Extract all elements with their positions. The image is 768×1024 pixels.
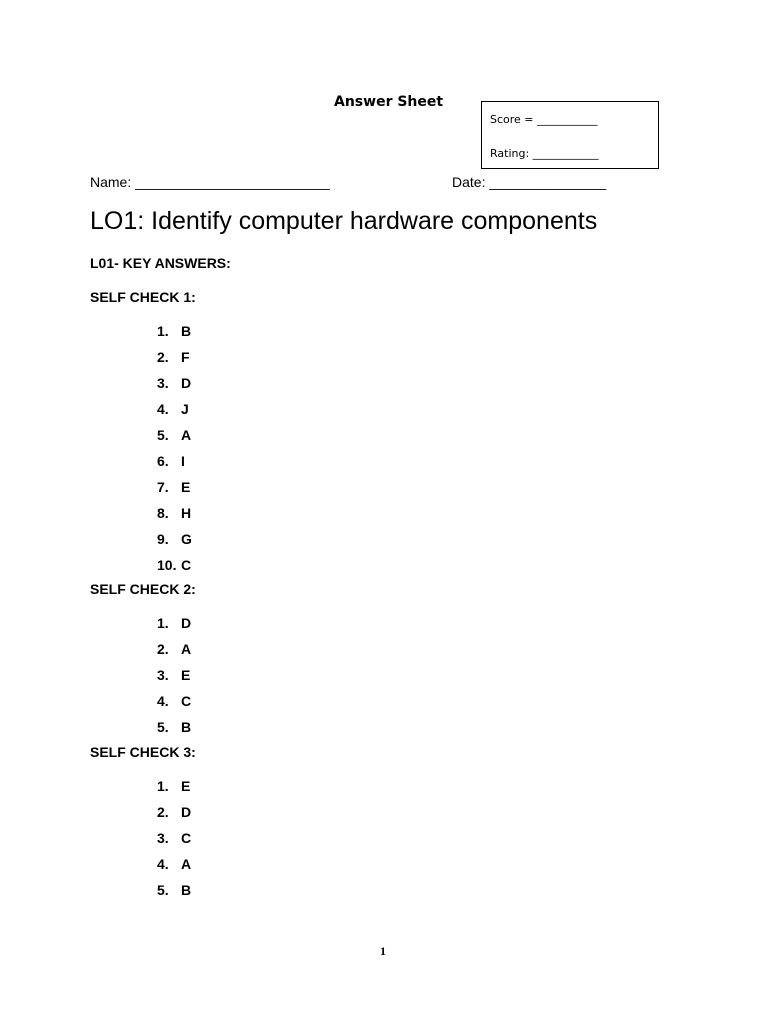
list-item [157, 453, 192, 479]
answer-value: E [181, 778, 191, 794]
list-item [157, 719, 191, 745]
list-item [157, 427, 192, 453]
list-item [157, 401, 192, 427]
answer-number: 1. [157, 615, 169, 631]
self-check-2-heading: SELF CHECK 2: [90, 581, 196, 597]
list-item [157, 667, 191, 693]
answer-number: 3. [157, 830, 169, 846]
list-item [157, 557, 192, 583]
answer-number: 5. [157, 719, 169, 735]
answer-value: B [181, 323, 192, 339]
answer-value: D [181, 804, 192, 820]
answer-number: 5. [157, 427, 169, 443]
answer-number: 10. [157, 557, 177, 573]
answer-sheet-title: Answer Sheet [334, 94, 444, 110]
answer-value: A [181, 427, 192, 443]
answer-value: F [181, 349, 190, 365]
answer-number: 3. [157, 667, 169, 683]
score-box [481, 101, 659, 169]
list-item [157, 615, 191, 641]
answer-number: 1. [157, 778, 169, 794]
score-field: Score = ___________ [490, 113, 598, 126]
answer-number: 2. [157, 349, 169, 365]
answer-number: 2. [157, 804, 169, 820]
answer-number: 6. [157, 453, 169, 469]
answer-value: G [181, 531, 192, 547]
answer-value: C [181, 557, 192, 573]
list-item [157, 349, 192, 375]
list-item [157, 531, 192, 557]
answer-number: 3. [157, 375, 169, 391]
answer-number: 7. [157, 479, 169, 495]
answer-value: I [181, 453, 185, 469]
answer-number: 9. [157, 531, 169, 547]
list-item [157, 641, 191, 667]
self-check-3-list [157, 778, 191, 908]
answer-number: 4. [157, 401, 169, 417]
name-field: Name: _________________________ [90, 174, 330, 190]
list-item [157, 505, 192, 531]
answer-value: C [181, 830, 192, 846]
self-check-2-list [157, 615, 191, 745]
page-title: LO1: Identify computer hardware components [90, 207, 598, 235]
answer-value: C [181, 693, 192, 709]
list-item [157, 375, 192, 401]
key-answers-heading: L01- KEY ANSWERS: [90, 255, 231, 271]
page-number: 1 [380, 944, 386, 958]
date-field: Date: _______________ [452, 174, 607, 190]
answer-value: E [181, 667, 191, 683]
self-check-3-heading: SELF CHECK 3: [90, 744, 196, 760]
answer-number: 8. [157, 505, 169, 521]
answer-value: E [181, 479, 191, 495]
answer-number: 4. [157, 693, 169, 709]
answer-number: 4. [157, 856, 169, 872]
list-item [157, 856, 191, 882]
list-item [157, 882, 191, 908]
answer-value: B [181, 882, 192, 898]
rating-field: Rating: ____________ [490, 147, 599, 160]
answer-number: 5. [157, 882, 169, 898]
self-check-1-heading: SELF CHECK 1: [90, 289, 196, 305]
list-item [157, 804, 191, 830]
self-check-1-list [157, 323, 192, 583]
list-item [157, 323, 192, 349]
list-item [157, 479, 192, 505]
answer-value: D [181, 615, 192, 631]
answer-number: 2. [157, 641, 169, 657]
list-item [157, 693, 191, 719]
answer-number: 1. [157, 323, 169, 339]
list-item [157, 778, 191, 804]
list-item [157, 830, 191, 856]
answer-value: A [181, 856, 192, 872]
answer-value: H [181, 505, 192, 521]
answer-value: J [181, 401, 189, 417]
answer-value: D [181, 375, 192, 391]
answer-value: A [181, 641, 192, 657]
answer-value: B [181, 719, 192, 735]
